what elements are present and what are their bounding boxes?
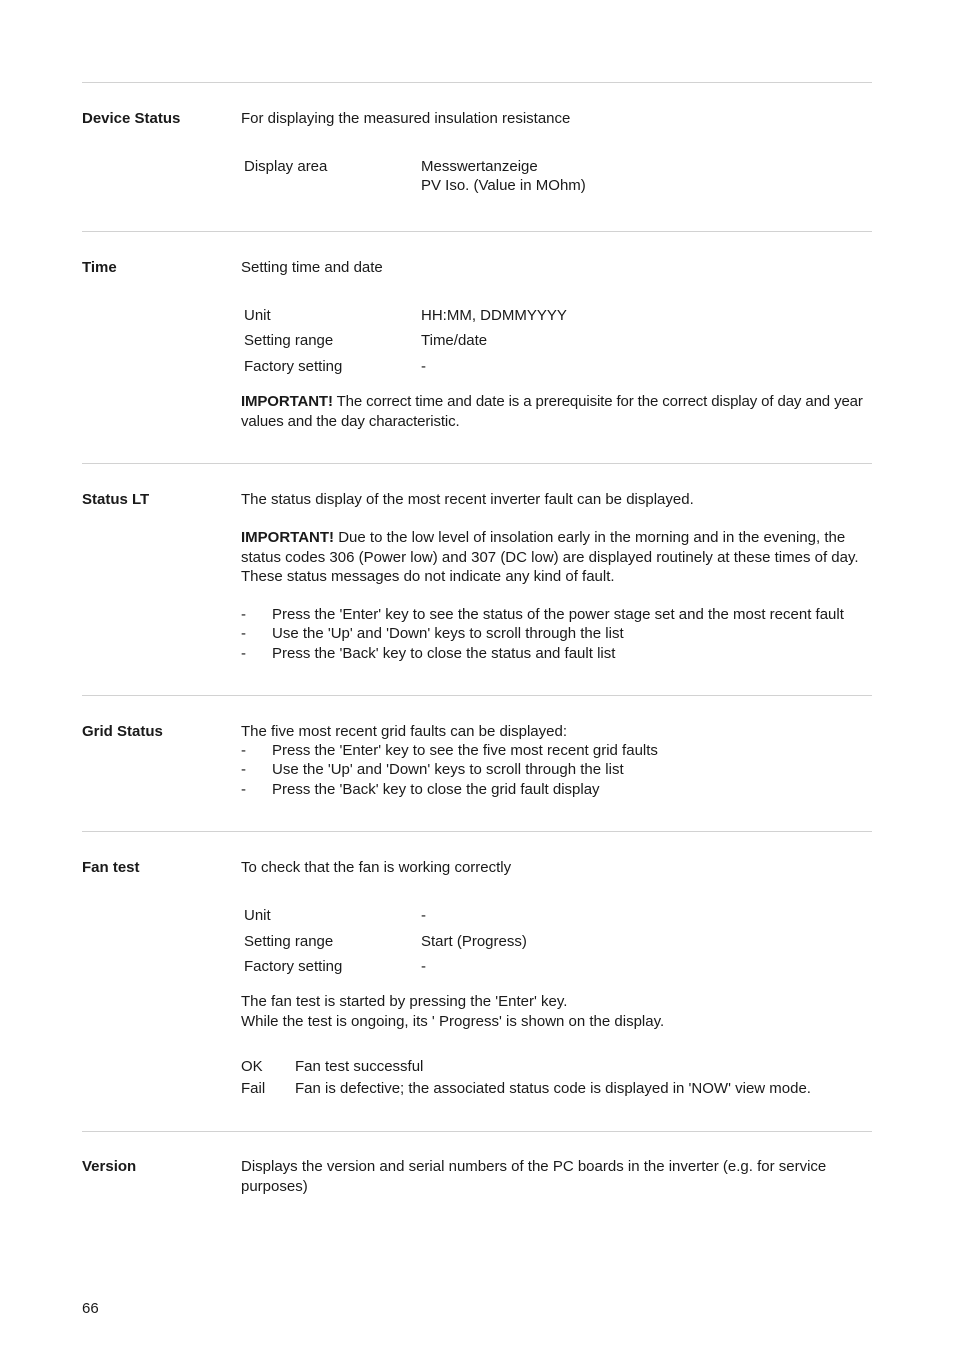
divider-status-lt [82, 463, 872, 464]
section-label-time: Time [82, 259, 117, 276]
bullet-marker: - [241, 625, 246, 642]
bullet-marker: - [241, 742, 246, 759]
section-label-fan-test: Fan test [82, 859, 140, 876]
fan-test-row-value: Start (Progress) [421, 933, 527, 950]
fan-test-row-value: - [421, 907, 426, 924]
device-status-row-value: Messwertanzeige [421, 158, 538, 175]
bullet-marker: - [241, 606, 246, 623]
status-lt-description: The status display of the most recent inverter fault can be displayed. [241, 491, 694, 508]
grid-status-description: The five most recent grid faults can be displayed: [241, 723, 568, 740]
important-text: Due to the low level of insolation early in the morning and in the evening, the status codes 306 (Power low) and 307 (DC low) are displayed routinely at these times of day. These status messages do not indicate any kind of fault. [241, 529, 859, 585]
divider-time [82, 231, 872, 232]
list-item: Press the 'Enter' key to see the status of the power stage set and the most recent fault [272, 606, 844, 623]
fan-test-result-text: Fan is defective; the associated status code is displayed in 'NOW' view mode. [295, 1080, 811, 1097]
time-important-note [241, 392, 873, 431]
time-row-value: HH:MM, DDMMYYYY [421, 307, 567, 324]
divider-grid-status [82, 695, 872, 696]
time-row-key: Setting range [244, 332, 334, 349]
list-item: Use the 'Up' and 'Down' keys to scroll through the list [272, 625, 624, 642]
fan-test-note-line1: The fan test is started by pressing the 'Enter' key. [241, 993, 568, 1010]
fan-test-note-line2: While the test is ongoing, its ' Progress' is shown on the display. [241, 1013, 665, 1030]
list-item: Press the 'Back' key to close the status and fault list [272, 645, 616, 662]
divider-fan-test [82, 831, 872, 832]
divider-version [82, 1131, 872, 1132]
fan-test-result-code: OK [241, 1058, 263, 1075]
time-row-value: - [421, 358, 426, 375]
bullet-marker: - [241, 761, 246, 778]
list-item: Use the 'Up' and 'Down' keys to scroll through the list [272, 761, 624, 778]
page-number: 66 [82, 1300, 99, 1317]
fan-test-row-key: Unit [244, 907, 271, 924]
list-item: Press the 'Back' key to close the grid fault display [272, 781, 600, 798]
section-label-status-lt: Status LT [82, 491, 150, 508]
important-text: The correct time and date is a prerequisite for the correct display of day and year values and the day characteristic. [241, 393, 863, 430]
status-lt-important-note [241, 528, 873, 587]
time-row-key: Unit [244, 307, 271, 324]
fan-test-row-key: Setting range [244, 933, 334, 950]
important-label: IMPORTANT! [241, 393, 333, 410]
section-label-grid-status: Grid Status [82, 723, 163, 740]
device-status-description: For displaying the measured insulation resistance [241, 110, 571, 127]
fan-test-result-code: Fail [241, 1080, 266, 1097]
divider-top [82, 82, 872, 83]
device-status-row-value-line2: PV Iso. (Value in MOhm) [421, 177, 586, 194]
fan-test-row-key: Factory setting [244, 958, 343, 975]
fan-test-result-text: Fan test successful [295, 1058, 424, 1075]
bullet-marker: - [241, 781, 246, 798]
list-item: Press the 'Enter' key to see the five most recent grid faults [272, 742, 658, 759]
time-description: Setting time and date [241, 259, 383, 276]
time-row-value: Time/date [421, 332, 488, 349]
time-row-key: Factory setting [244, 358, 343, 375]
section-label-version: Version [82, 1158, 137, 1175]
version-description: Displays the version and serial numbers of the PC boards in the inverter (e.g. for service purposes) [241, 1158, 827, 1195]
important-label: IMPORTANT! [241, 529, 335, 546]
fan-test-description: To check that the fan is working correctly [241, 859, 512, 876]
bullet-marker: - [241, 645, 246, 662]
fan-test-row-value: - [421, 958, 426, 975]
device-status-row-key: Display area [244, 158, 328, 175]
section-label-device-status: Device Status [82, 110, 181, 127]
